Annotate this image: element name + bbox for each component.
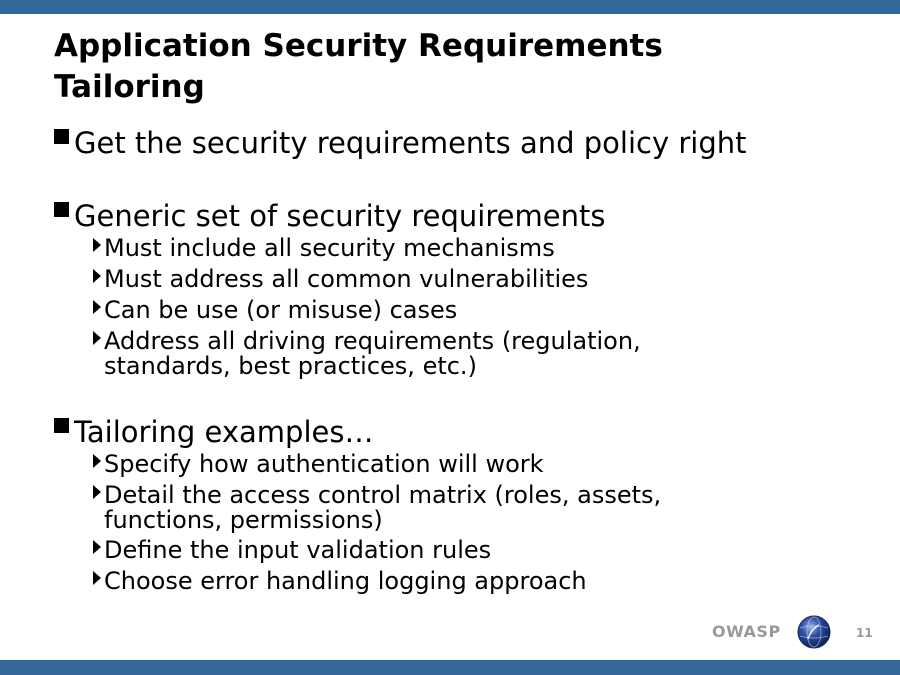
triangle-bullet-icon <box>93 485 101 499</box>
square-bullet-icon <box>54 202 69 217</box>
sub-bullet-item <box>89 538 864 563</box>
sub-bullet-item <box>89 267 864 292</box>
bullet-item <box>54 415 884 449</box>
sub-bullet-item <box>89 483 744 533</box>
slide-title-line-1: Application Security Requirements <box>54 28 663 64</box>
sub-bullet-item <box>89 236 864 261</box>
sub-bullet-text: Address all driving requirements (regulation, standards, best practices, etc.) <box>104 327 641 380</box>
triangle-bullet-icon <box>93 331 101 345</box>
triangle-bullet-icon <box>93 540 101 554</box>
page-number: 11 <box>856 626 873 640</box>
triangle-bullet-icon <box>93 454 101 468</box>
bullet-item <box>54 126 884 160</box>
sub-bullet-item <box>89 329 724 379</box>
sub-bullet-text: Choose error handling logging approach <box>104 567 587 595</box>
owasp-logo-text: OWASP <box>712 622 781 641</box>
sub-bullet-item <box>89 298 864 323</box>
sub-bullet-text: Must include all security mechanisms <box>104 234 555 262</box>
triangle-bullet-icon <box>93 300 101 314</box>
bullet-text: Get the security requirements and policy right <box>74 126 747 160</box>
triangle-bullet-icon <box>93 269 101 283</box>
slide-title-line-2: Tailoring <box>54 69 205 105</box>
sub-bullet-text: Define the input validation rules <box>104 536 492 564</box>
top-accent-bar <box>0 0 900 14</box>
triangle-bullet-icon <box>93 238 101 252</box>
bullet-text: Tailoring examples… <box>74 415 374 449</box>
owasp-globe-icon <box>797 615 831 649</box>
sub-bullet-text: Must address all common vulnerabilities <box>104 265 589 293</box>
sub-bullet-text: Can be use (or misuse) cases <box>104 296 458 324</box>
square-bullet-icon <box>54 129 69 144</box>
sub-bullet-text: Specify how authentication will work <box>104 450 544 478</box>
bullet-item <box>54 199 884 233</box>
square-bullet-icon <box>54 418 69 433</box>
bottom-accent-bar <box>0 660 900 675</box>
sub-bullet-item <box>89 452 864 477</box>
bullet-text: Generic set of security requirements <box>74 199 606 233</box>
slide-title <box>54 26 854 108</box>
sub-bullet-text: Detail the access control matrix (roles, assets, functions, permissions) <box>104 481 662 534</box>
triangle-bullet-icon <box>93 571 101 585</box>
sub-bullet-item <box>89 569 864 594</box>
